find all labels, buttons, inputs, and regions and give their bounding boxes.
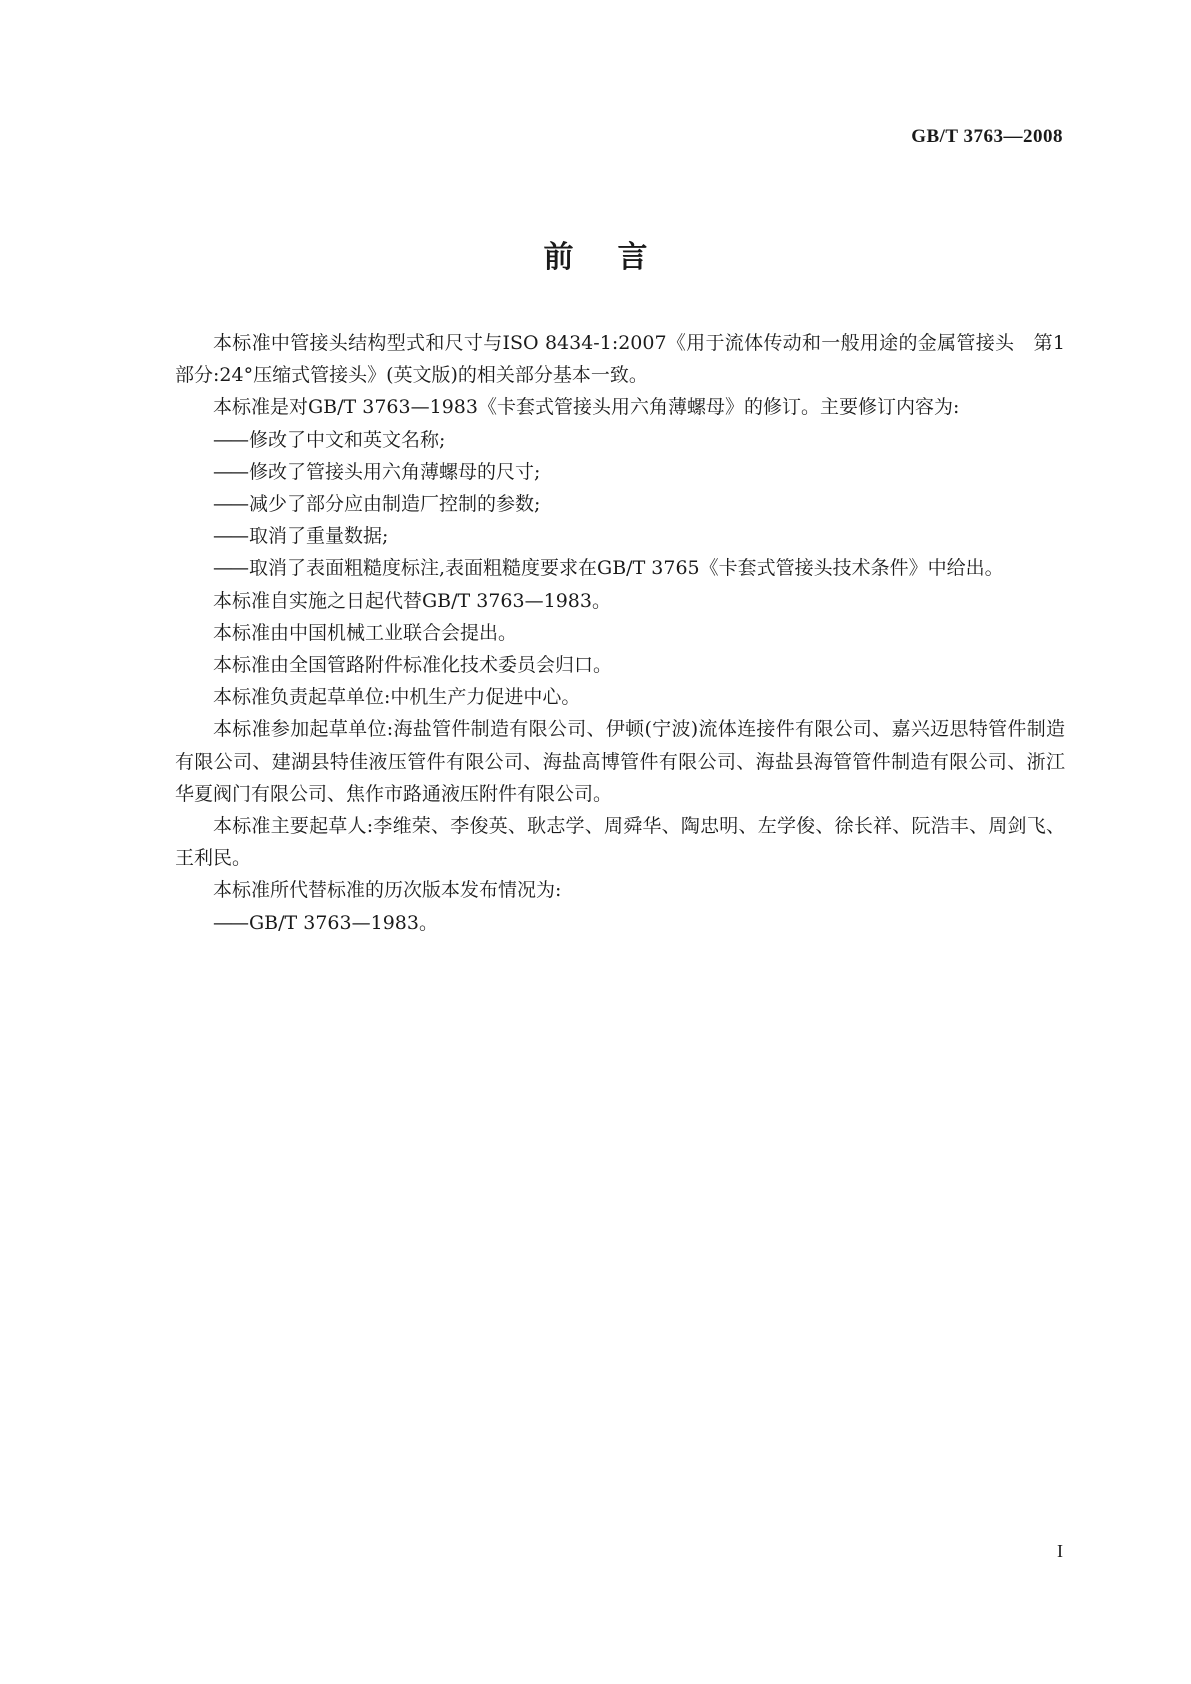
foreword-body: [175, 327, 1065, 939]
paragraph-participating-units: 本标准参加起草单位:海盐管件制造有限公司、伊顿(宁波)流体连接件有限公司、嘉兴迈思特管件制造有限公司、建湖县特佳液压管件有限公司、海盐高博管件有限公司、海盐县海管管件制造有限公司、浙江华夏阀门有限公司、焦作市路通液压附件有限公司。: [175, 718, 1065, 805]
dash-mark: ——: [213, 911, 247, 934]
revision-item-text: 取消了表面粗糙度标注,表面粗糙度要求在GB/T 3765《卡套式管接头技术条件》中给出。: [249, 557, 1004, 580]
page-number: I: [1057, 1541, 1063, 1561]
revision-item: [175, 552, 1065, 584]
dash-mark: ——: [213, 460, 247, 483]
dash-mark: ——: [213, 428, 247, 451]
paragraph-drafting-unit: 本标准负责起草单位:中机生产力促进中心。: [213, 686, 581, 709]
paragraph-centralized-by: 本标准由全国管路附件标准化技术委员会归口。: [213, 654, 613, 677]
standard-number: GB/T 3763—2008: [911, 126, 1063, 147]
revision-item-text: 修改了管接头用六角薄螺母的尺寸;: [249, 460, 541, 483]
revision-item-text: 取消了重量数据;: [249, 525, 389, 548]
revision-item: [175, 456, 1065, 488]
paragraph-main-drafters: 本标准主要起草人:李维荣、李俊英、耿志学、周舜华、陶忠明、左学俊、徐长祥、阮浩丰、周剑飞、王利民。: [175, 815, 1065, 870]
revision-item: [175, 424, 1065, 456]
paragraph-scope: 本标准中管接头结构型式和尺寸与ISO 8434-1:2007《用于流体传动和一般用途的金属管接头 第1部分:24°压缩式管接头》(英文版)的相关部分基本一致。: [175, 332, 1065, 387]
revision-item-text: 减少了部分应由制造厂控制的参数;: [249, 493, 541, 516]
paragraph-replaces: 本标准自实施之日起代替GB/T 3763—1983。: [213, 589, 611, 612]
page-title: 前言: [543, 240, 692, 275]
dash-mark: ——: [213, 525, 247, 548]
dash-mark: ——: [213, 493, 247, 516]
paragraph-history-intro: 本标准所代替标准的历次版本发布情况为:: [213, 879, 562, 902]
revision-item: [175, 520, 1065, 552]
dash-mark: ——: [213, 557, 247, 580]
history-item: [175, 907, 1065, 939]
revision-item-text: 修改了中文和英文名称;: [249, 428, 446, 451]
paragraph-proposed-by: 本标准由中国机械工业联合会提出。: [213, 621, 518, 644]
revision-item: [175, 488, 1065, 520]
history-item-text: GB/T 3763—1983。: [249, 911, 438, 934]
paragraph-revision-intro: 本标准是对GB/T 3763—1983《卡套式管接头用六角薄螺母》的修订。主要修订内容为:: [213, 396, 960, 419]
